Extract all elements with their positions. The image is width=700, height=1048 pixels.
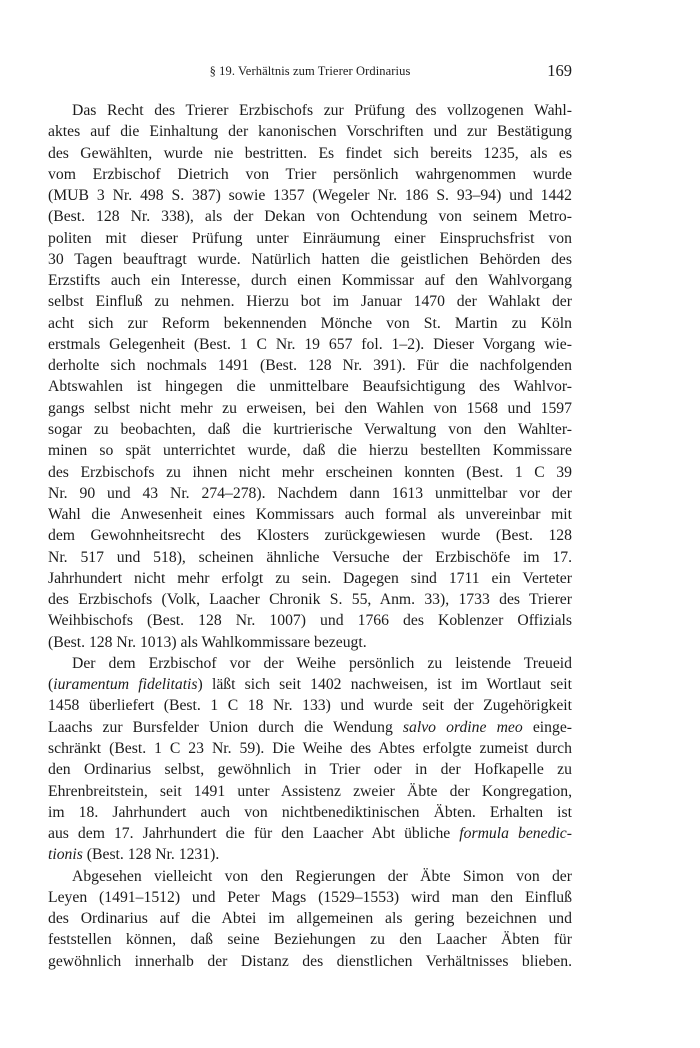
text-line (48, 717, 572, 738)
text-line (48, 355, 572, 376)
text-line (48, 206, 572, 227)
text-run: Wahl die Anwesenheit eines Kommissars auch formal als unvereinbar mit (48, 506, 572, 524)
text-run: (Best. 128 Nr. 1013) als Wahlkommissare bezeugt. (48, 633, 367, 651)
text-run: Der dem Erzbischof vor der Weihe persönlich zu leistende Treueid (72, 654, 572, 672)
text-run: Abtswahlen ist hingegen die unmittelbare Beaufsichtigung des Wahlvor- (48, 378, 572, 396)
text-line (48, 929, 572, 950)
text-run: im 18. Jahrhundert auch von nichtbenediktinischen Äbten. Erhalten ist (48, 803, 572, 821)
text-line (48, 164, 572, 185)
text-line (48, 547, 572, 568)
text-line (48, 376, 572, 397)
text-line (48, 334, 572, 355)
text-run: 1458 überliefert (Best. 1 C 18 Nr. 133) und wurde seit der Zugehörigkeit (48, 697, 572, 715)
text-run: Das Recht des Trierer Erzbischofs zur Prüfung des vollzogenen Wahl- (72, 102, 572, 119)
latin-term: tionis (48, 846, 83, 864)
text-run: einge- (522, 718, 573, 736)
text-line (48, 695, 572, 716)
text-line (48, 504, 572, 525)
paragraph (48, 653, 572, 866)
text-line (48, 440, 572, 461)
paragraph (48, 100, 572, 653)
text-run: schränkt (Best. 1 C 23 Nr. 59). Die Weihe des Abtes erfolgte zumeist durch (48, 739, 572, 757)
text-line (48, 462, 572, 483)
text-run: (Best. 128 Nr. 1231). (82, 846, 220, 864)
text-run: aktes auf die Einhaltung der kanonischen Vorschriften und zur Bestätigung (48, 123, 572, 141)
text-line (48, 674, 572, 695)
text-line (48, 249, 572, 270)
text-run: erstmals Gelegenheit (Best. 1 C Nr. 19 657 fol. 1–2). Dieser Vorgang wie- (48, 335, 572, 353)
text-run: Jahrhundert nicht mehr erfolgt zu sein. Dagegen sind 1711 ein Verteter (48, 569, 572, 587)
text-line (48, 313, 572, 334)
body-text (48, 100, 572, 972)
text-line (48, 143, 572, 164)
latin-term: iuramentum fidelitatis (53, 676, 198, 694)
text-run: des Erzbischofs zu ihnen nicht mehr erscheinen konnten (Best. 1 C 39 (48, 463, 572, 481)
text-run: aus dem 17. Jahrhundert die für den Laacher Abt übliche (48, 825, 460, 843)
text-line (48, 568, 572, 589)
text-line (48, 610, 572, 631)
text-run: ( (48, 676, 54, 694)
text-run: Weihbischofs (Best. 128 Nr. 1007) und 1766 des Koblenzer Offizials (48, 612, 572, 630)
text-line (48, 100, 572, 121)
text-run: minen so spät unterrichtet wurde, daß die hierzu bestellten Kommissare (48, 442, 572, 460)
text-run: des Gewählten, wurde nie bestritten. Es findet sich bereits 1235, als es (48, 144, 572, 162)
text-line (48, 291, 572, 312)
paragraph (48, 866, 572, 972)
text-run: Nr. 90 und 43 Nr. 274–278). Nachdem dann 1613 unmittelbar vor der (48, 484, 572, 502)
text-line (48, 653, 572, 674)
text-run: (Best. 128 Nr. 338), als der Dekan von Ochtendung von seinem Metro- (48, 208, 572, 226)
text-run: feststellen können, daß seine Beziehungen zu den Laacher Äbten für (48, 931, 572, 949)
text-line (48, 398, 572, 419)
text-line (48, 525, 572, 546)
text-run: Leyen (1491–1512) und Peter Mags (1529–1553) wird man den Einfluß (48, 888, 572, 906)
text-line (48, 483, 572, 504)
text-run: politen mit dieser Prüfung unter Einräumung einer Einspruchsfrist von (48, 229, 572, 247)
text-run: derholte sich nochmals 1491 (Best. 128 Nr. 391). Für die nachfolgenden (48, 357, 572, 375)
text-line (48, 270, 572, 291)
latin-term: formula benedic- (459, 825, 572, 843)
text-line (48, 759, 572, 780)
text-run: sogar zu beobachten, daß die kurtrierische Verwaltung von den Wahlter- (48, 420, 572, 438)
text-run: Nr. 517 und 518), scheinen ähnliche Versuche der Erzbischöfe im 17. (48, 548, 572, 566)
page-header (48, 61, 572, 86)
text-line (48, 844, 572, 865)
text-line (48, 228, 572, 249)
text-run: Abgesehen vielleicht von den Regierungen der Äbte Simon von der (72, 867, 572, 885)
running-title: § 19. Verhältnis zum Trierer Ordinarius (209, 64, 411, 78)
text-line (48, 121, 572, 142)
text-run: Ehrenbreitstein, seit 1491 unter Assistenz zweier Äbte der Kongregation, (48, 782, 572, 800)
latin-term: salvo ordine meo (402, 718, 523, 736)
text-run: 30 Tagen beauftragt wurde. Natürlich hatten die geistlichen Behörden des (48, 250, 572, 268)
text-line (48, 185, 572, 206)
text-run: selbst Einfluß zu nehmen. Hierzu bot im Januar 1470 der Wahlakt der (48, 293, 572, 311)
text-line (48, 738, 572, 759)
text-line (48, 589, 572, 610)
text-run: gangs selbst nicht mehr zu erweisen, bei den Wahlen von 1568 und 1597 (48, 399, 572, 417)
text-line (48, 866, 572, 887)
text-run: gewöhnlich innerhalb der Distanz des dienstlichen Verhältnisses blieben. (48, 952, 572, 970)
text-run: ) läßt sich seit 1402 nachweisen, ist im Wortlaut seit (197, 676, 572, 694)
text-run: (MUB 3 Nr. 498 S. 387) sowie 1357 (Wegeler Nr. 186 S. 93–94) und 1442 (48, 187, 572, 205)
page-number: 169 (547, 61, 572, 80)
text-line (48, 802, 572, 823)
text-run: des Erzbischofs (Volk, Laacher Chronik S. 55, Anm. 33), 1733 des Trierer (48, 591, 572, 609)
text-run: vom Erzbischof Dietrich von Trier persönlich wahrgenommen wurde (48, 165, 572, 183)
text-line (48, 887, 572, 908)
text-run: den Ordinarius selbst, gewöhnlich in Trier oder in der Hofkapelle zu (48, 761, 572, 779)
text-line (48, 632, 572, 653)
text-run: Laachs zur Bursfelder Union durch die Wendung (48, 718, 403, 736)
text-run: Erzstifts auch ein Interesse, durch einen Kommissar auf den Wahlvorgang (48, 272, 572, 290)
text-line (48, 823, 572, 844)
text-line (48, 951, 572, 972)
text-run: acht sich zur Reform bekennenden Mönche von St. Martin zu Köln (48, 314, 572, 332)
text-line (48, 419, 572, 440)
text-run: des Ordinarius auf die Abtei im allgemeinen als gering bezeichnen und (48, 910, 572, 928)
text-line (48, 908, 572, 929)
text-run: dem Gewohnheitsrecht des Klosters zurückgewiesen wurde (Best. 128 (48, 527, 572, 545)
text-line (48, 781, 572, 802)
